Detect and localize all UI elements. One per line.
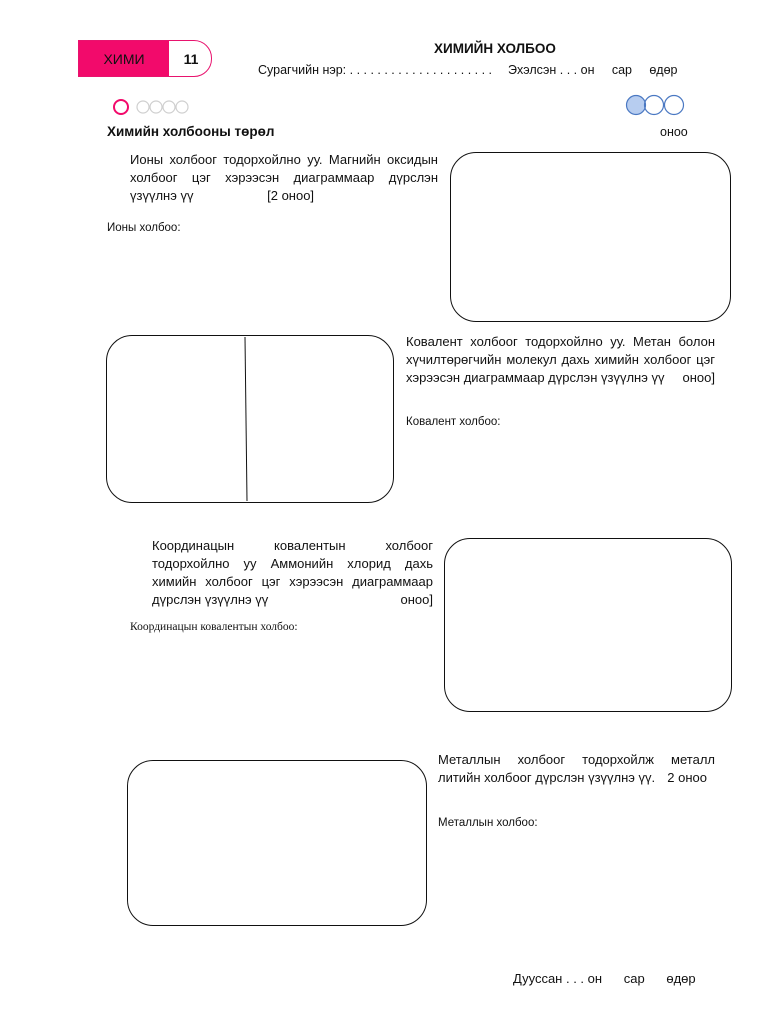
question-4 xyxy=(438,751,715,787)
question-4-text: Металлын холбоог тодорхойлж металл литийн холбоог дүрслэн үзүүлнэ үү. xyxy=(438,752,715,785)
level-indicator-left-icon xyxy=(112,98,196,116)
question-1-answer-box[interactable] xyxy=(450,152,731,322)
worksheet-title: ХИМИЙН ХОЛБОО xyxy=(434,41,556,56)
question-2-answer-box[interactable] xyxy=(106,335,394,503)
question-3-answer-box[interactable] xyxy=(444,538,732,712)
question-4-answer-label: Металлын холбоо: xyxy=(438,817,538,829)
question-1-answer-label: Ионы холбоо: xyxy=(107,222,181,234)
question-1-score: [2 оноо] xyxy=(267,188,315,203)
question-2-text: Ковалент холбоог тодорхойлно уу. Метан болон хүчилтөрөгчийн молекул дахь химийн холбоог цэг хэрээсэн диаграммаар дүрслэн үзүүлнэ үү xyxy=(406,334,715,385)
question-3 xyxy=(152,537,433,609)
grade-number: 11 xyxy=(183,50,199,67)
finished-date-line: Дууссан . . . он сар өдөр xyxy=(513,971,696,986)
question-2-answer-label: Ковалент холбоо: xyxy=(406,416,501,428)
level-indicator-right-icon xyxy=(625,94,687,116)
question-3-text: Координацын ковалентын холбоог тодорхойлно уу Аммонийн хлорид дахь химийн холбоог цэг хэрээсэн диаграммаар дүрслэн үзүүлнэ үү xyxy=(152,538,433,607)
question-2 xyxy=(406,333,715,387)
section-title: Химийн холбооны төрөл xyxy=(107,124,275,139)
question-3-score: оноо] xyxy=(400,592,433,607)
box-divider-line xyxy=(106,335,394,503)
subject-name: ХИМИ xyxy=(79,41,169,76)
student-name-line: Сурагчийн нэр: . . . . . . . . . . . . . . . . . . . . . xyxy=(258,63,493,77)
question-4-score: 2 оноо xyxy=(667,770,707,785)
score-column-label: оноо xyxy=(660,125,688,139)
question-4-answer-box[interactable] xyxy=(127,760,427,926)
question-1-text: Ионы холбоог тодорхойлно уу. Магнийн оксидын холбоог цэг хэрээсэн диаграммаар дүрслэн үзүүлнэ үү xyxy=(130,152,438,203)
question-1 xyxy=(130,151,438,205)
subject-tab xyxy=(78,40,212,77)
question-2-score: оноо] xyxy=(682,370,715,385)
started-date-line: Эхэлсэн . . . он сар өдөр xyxy=(508,63,678,77)
question-3-answer-label: Координацын ковалентын холбоо: xyxy=(130,621,298,633)
